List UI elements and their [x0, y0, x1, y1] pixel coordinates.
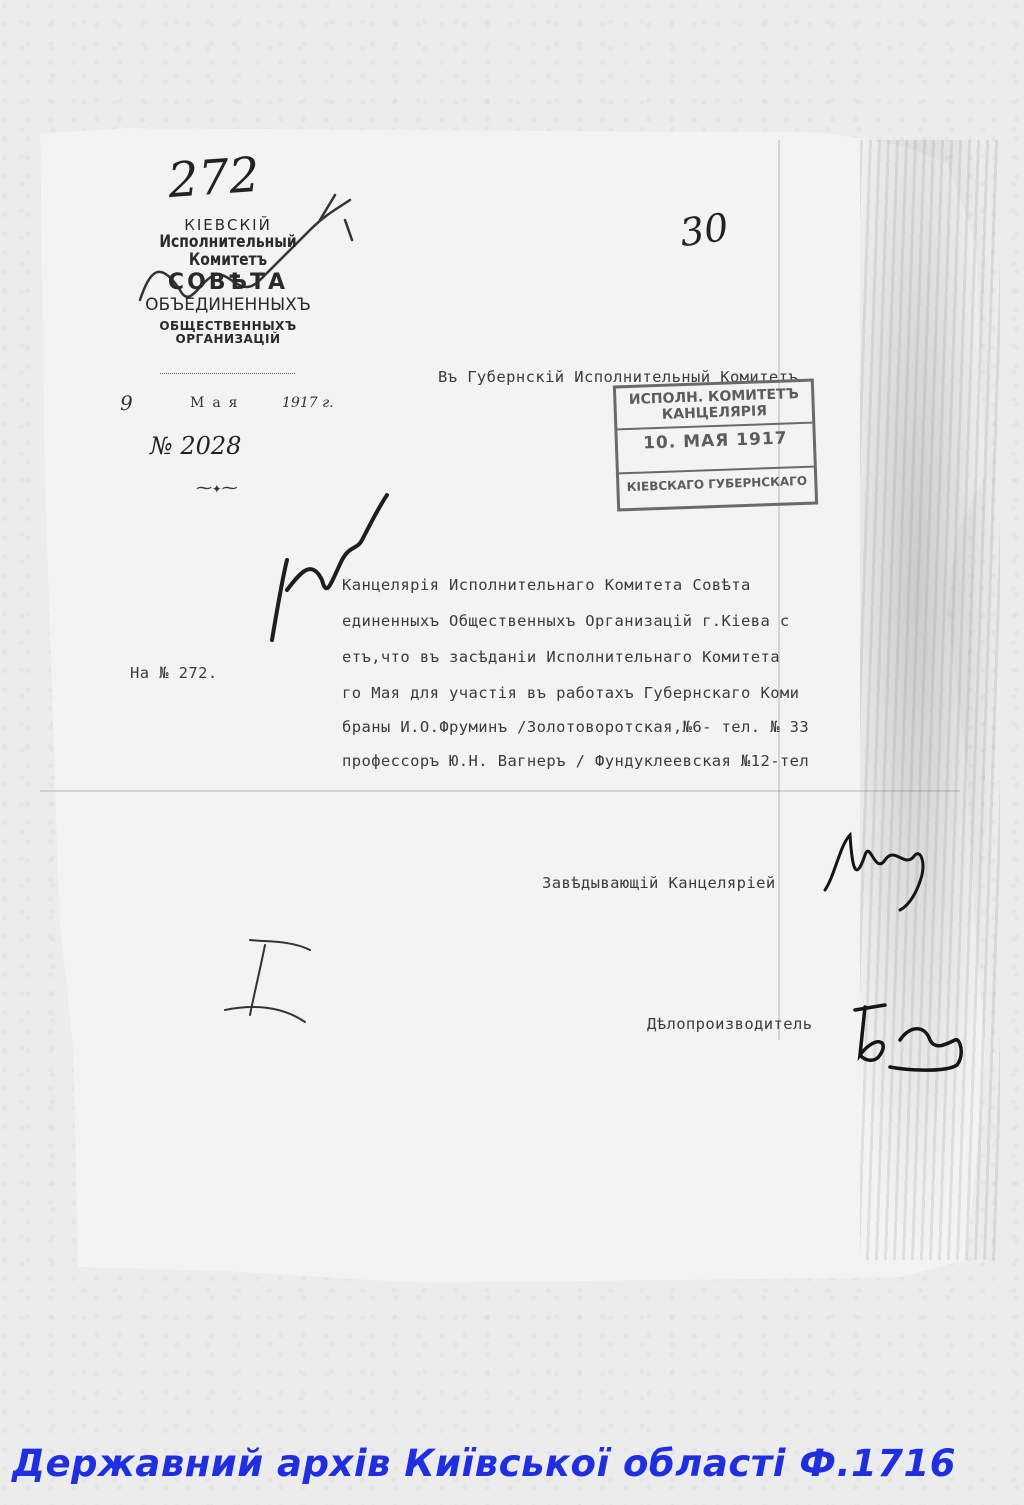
stamp-date: 10. МАЯ 1917: [642, 428, 788, 454]
signature-clerk: [845, 995, 985, 1075]
handwritten-top-number: 272: [166, 146, 262, 210]
body-line: профессоръ Ю.Н. Вагнеръ / Фундуклеевская №12-тел: [342, 752, 810, 770]
pencil-mark: [210, 930, 330, 1030]
letterhead-org-line3: ОБЪЕДИНЕННЫХЪ: [145, 294, 311, 315]
letterhead-city: КІЕВСКІЙ: [184, 216, 272, 234]
date-month: Мая: [190, 395, 246, 411]
date-year: 1917 г.: [282, 395, 334, 411]
body-line: браны И.О.Фруминъ /Золотоворотская,№6- тел. № 33: [342, 718, 810, 736]
registration-number: № 2028: [150, 432, 242, 460]
received-stamp: [613, 379, 818, 512]
body-line: етъ,что въ засѣданіи Исполнительнаго Комитета: [342, 648, 780, 666]
paper-damage-stain: [860, 140, 1000, 1260]
body-line: Канцелярія Исполнительнаго Комитета Совѣта: [342, 576, 751, 594]
body-line: единенныхъ Общественныхъ Организацій г.Кіева с: [342, 612, 790, 630]
letterhead: [108, 218, 348, 346]
handwritten-page-number: 30: [677, 204, 732, 256]
body-line: го Мая для участія въ работахъ Губернскаго Коми: [342, 684, 800, 702]
reference-number: На № 272.: [130, 664, 218, 682]
signature-role-head: Завѣдывающій Канцеляріей: [542, 874, 776, 892]
letterhead-org-line1: Исполнительный Комитетъ: [159, 231, 297, 270]
signature-head: [820, 815, 930, 915]
letterhead-org-line4: ОБЩЕСТВЕННЫХЪ ОРГАНИЗАЦІЙ: [159, 319, 297, 346]
letterhead-org-line2: СОВѢТА: [167, 270, 289, 296]
date-day: 9: [120, 391, 133, 415]
vertical-fold-crease: [778, 140, 780, 1040]
addressee-line: Въ Губернскій Исполнительный Комитетъ: [438, 368, 799, 386]
archive-caption: Державний архів Київської області Ф.1716: [12, 1442, 957, 1485]
horizontal-fold-crease: [40, 790, 960, 792]
stamp-line3: КІЕВСКАГО ГУБЕРНСКАГО: [619, 466, 815, 495]
letterhead-rule: [160, 373, 295, 374]
stamp-line1: ИСПОЛН. КОМИТЕТЪ КАНЦЕЛЯРІЯ: [616, 386, 812, 431]
signature-role-clerk: Дѣлопроизводитель: [647, 1015, 813, 1033]
ornament-icon: ⁓✦⁓: [196, 478, 238, 497]
